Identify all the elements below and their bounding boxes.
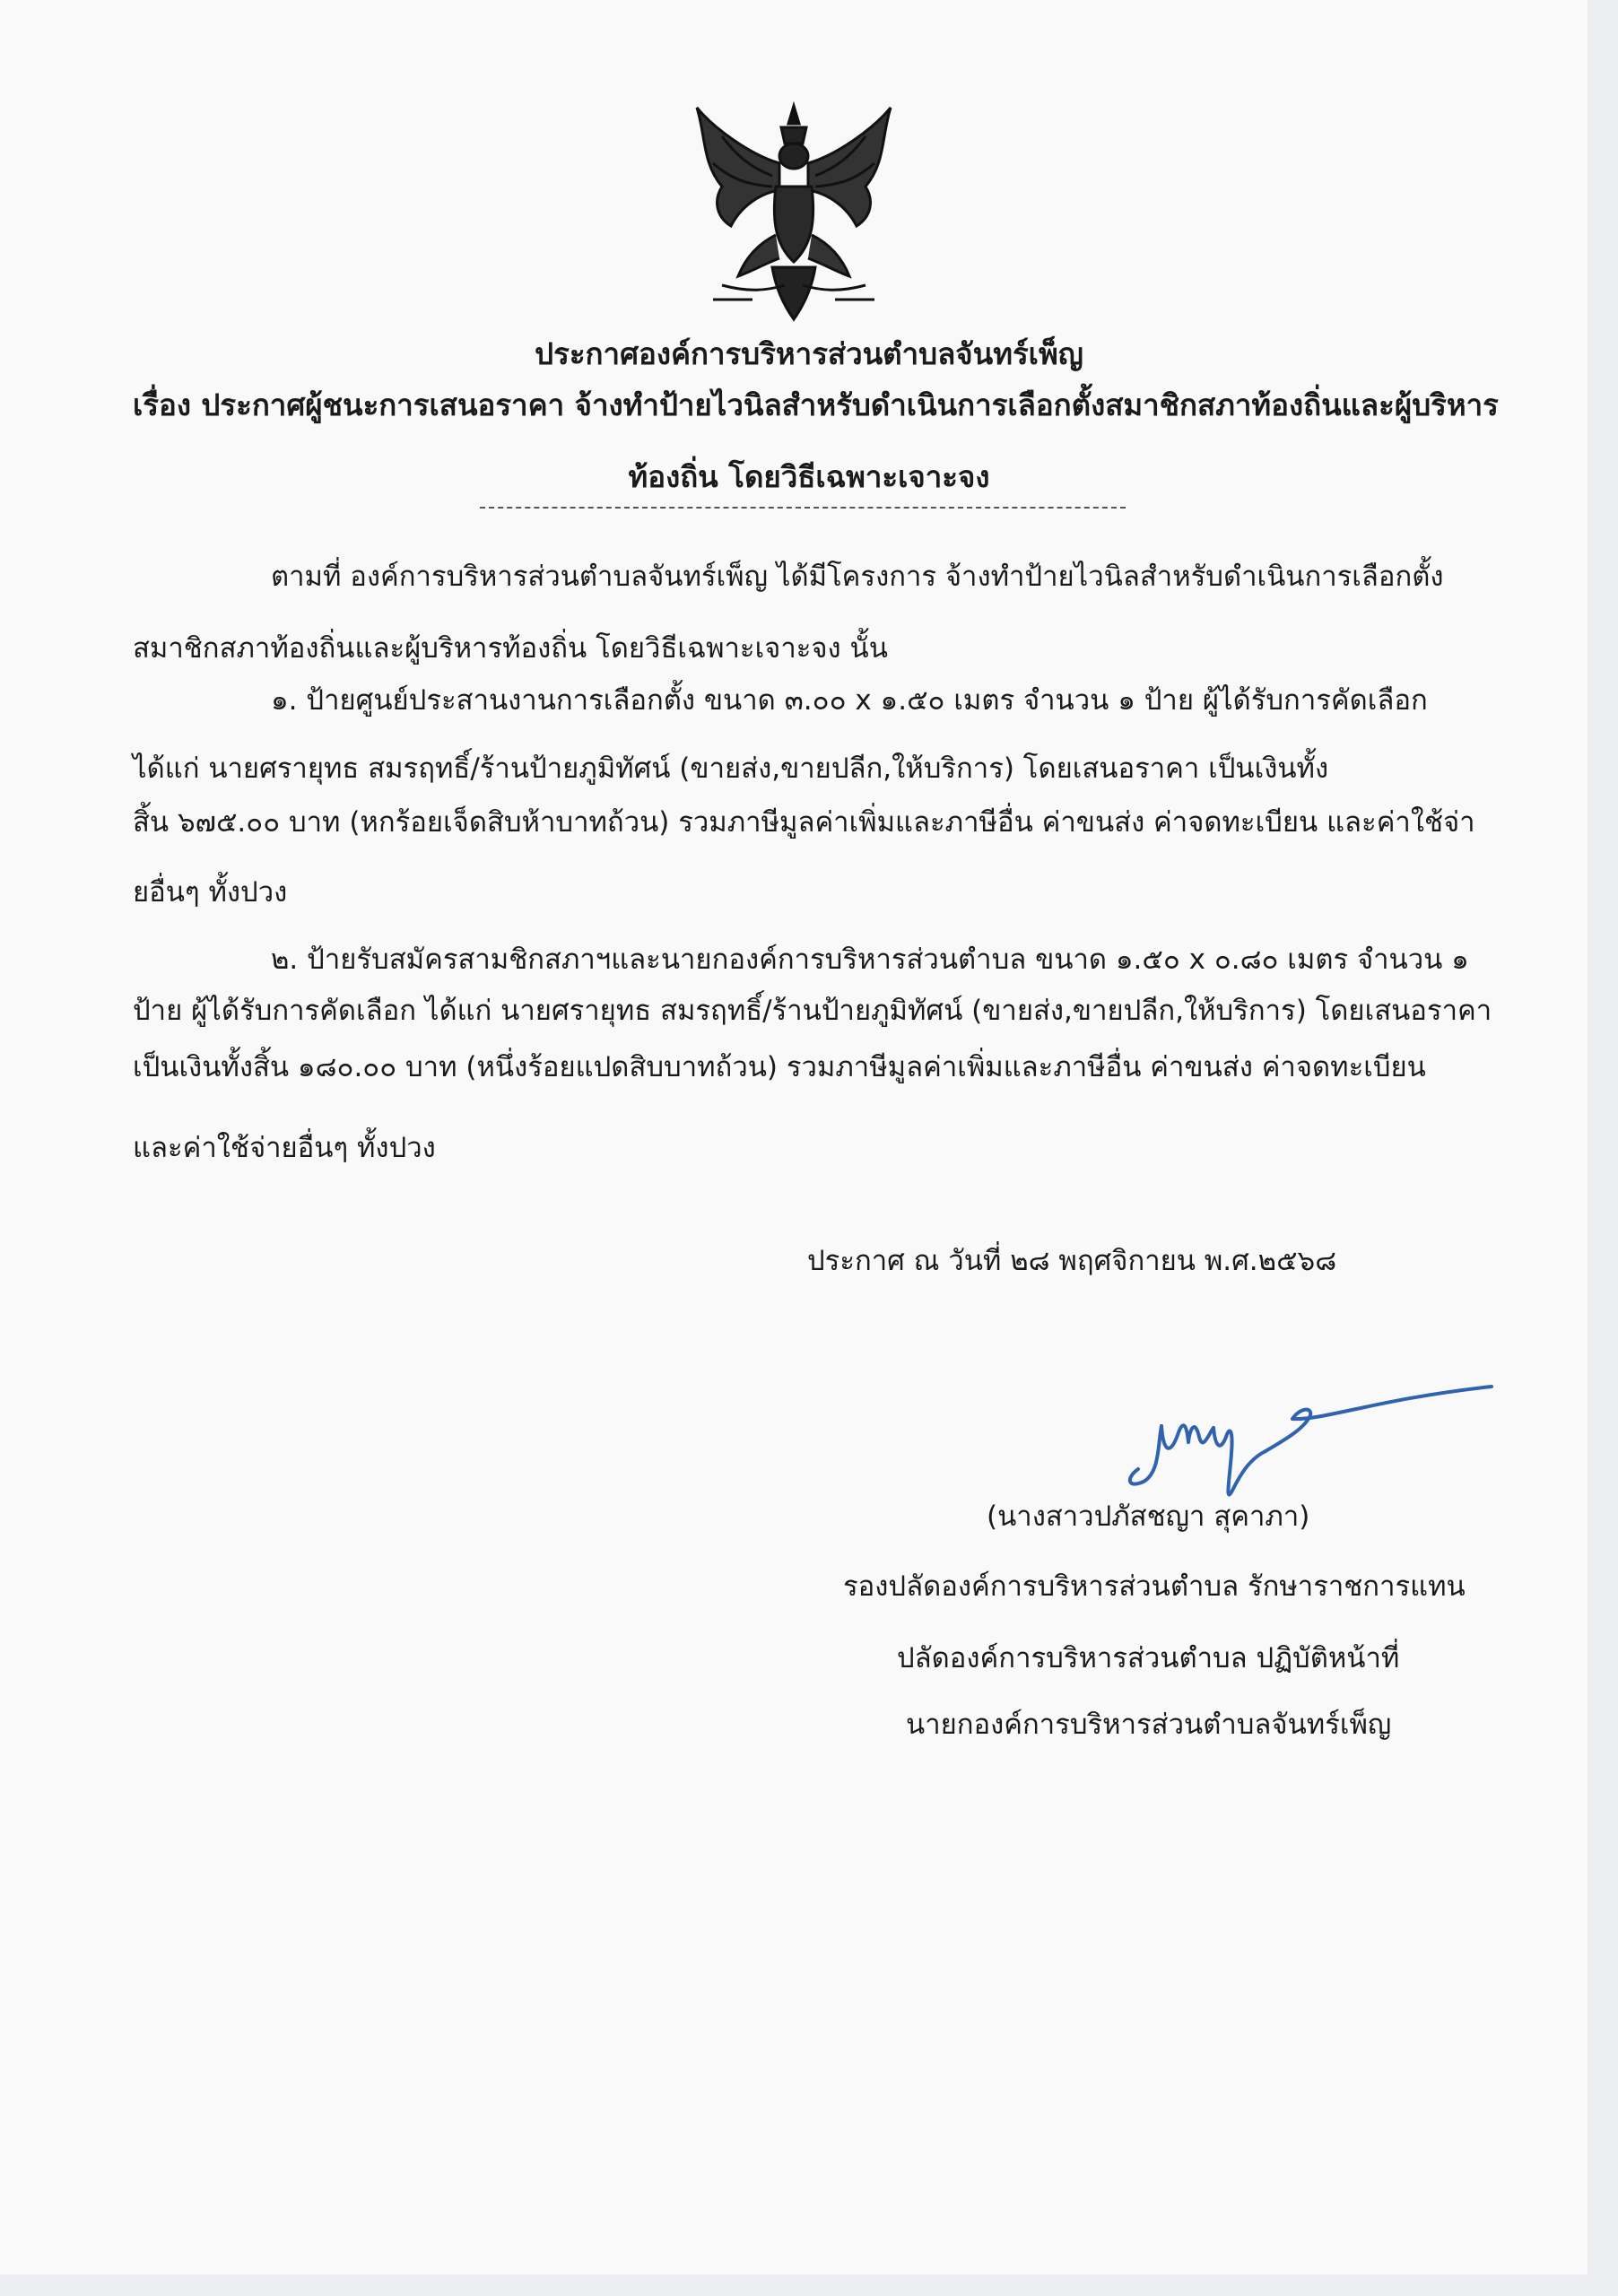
body-line: สิ้น ๖๗๕.๐๐ บาท (หกร้อยเจ็ดสิบห้าบาทถ้วน) รวมภาษีมูลค่าเพิ่มและภาษีอื่น ค่าขนส่ง ค่าจดทะเบียน และค่าใช้จ่า	[133, 806, 1475, 839]
body-line: ยอื่นๆ ทั้งปวง	[133, 876, 288, 909]
announcement-date: ประกาศ ณ วันที่ ๒๘ พฤศจิกายน พ.ศ.๒๕๖๘	[807, 1245, 1337, 1277]
signer-position: ปลัดองค์การบริหารส่วนตำบล ปฏิบัติหน้าที่	[897, 1642, 1400, 1674]
body-line: ๑. ป้ายศูนย์ประสานงานการเลือกตั้ง ขนาด ๓.๐๐ x ๑.๕๐ เมตร จำนวน ๑ ป้าย ผู้ได้รับการคัดเลือก	[271, 684, 1428, 717]
signer-position: นายกองค์การบริหารส่วนตำบลจันทร์เพ็ญ	[906, 1709, 1392, 1741]
body-line: ป้าย ผู้ได้รับการคัดเลือก ได้แก่ นายศรายุทธ สมรฤทธิ์/ร้านป้ายภูมิทัศน์ (ขายส่ง,ขายปลีก,ให้บริการ) โดยเสนอราคา	[133, 995, 1492, 1027]
garuda-emblem-icon	[686, 100, 901, 325]
document-subject-cont: ท้องถิ่น โดยวิธีเฉพาะเจาะจง	[628, 459, 990, 494]
body-line: เป็นเงินทั้งสิ้น ๑๘๐.๐๐ บาท (หนึ่งร้อยแปดสิบบาทถ้วน) รวมภาษีมูลค่าเพิ่มและภาษีอื่น ค่าขนส่ง ค่าจดทะเบียน	[133, 1051, 1426, 1083]
body-line: สมาชิกสภาท้องถิ่นและผู้บริหารท้องถิ่น โดยวิธีเฉพาะเจาะจง นั้น	[133, 632, 888, 665]
body-line: ตามที่ องค์การบริหารส่วนตำบลจันทร์เพ็ญ ได้มีโครงการ จ้างทำป้ายไวนิลสำหรับดำเนินการเลือกตั้ง	[271, 561, 1444, 593]
scan-edge-bottom	[0, 2274, 1618, 2296]
body-line: ได้แก่ นายศรายุทธ สมรฤทธิ์/ร้านป้ายภูมิทัศน์ (ขายส่ง,ขายปลีก,ให้บริการ) โดยเสนอราคา เป็นเงินทั้ง	[133, 752, 1329, 785]
body-line: และค่าใช้จ่ายอื่นๆ ทั้งปวง	[133, 1132, 436, 1164]
divider	[480, 507, 1126, 509]
document-title: ประกาศองค์การบริหารส่วนตำบลจันทร์เพ็ญ	[535, 336, 1083, 371]
signer-position: รองปลัดองค์การบริหารส่วนตำบล รักษาราชการแทน	[843, 1570, 1466, 1603]
signer-name: (นางสาวปภัสชญา สุคาภา)	[987, 1500, 1310, 1533]
body-line: ๒. ป้ายรับสมัครสามชิกสภาฯและนายกองค์การบริหารส่วนตำบล ขนาด ๑.๕๐ x ๐.๘๐ เมตร จำนวน ๑	[271, 944, 1469, 976]
document-subject: เรื่อง ประกาศผู้ชนะการเสนอราคา จ้างทำป้ายไวนิลสำหรับดำเนินการเลือกตั้งสมาชิกสภาท้องถิ่นและผู้บริหาร	[133, 387, 1499, 422]
signature	[1108, 1372, 1493, 1507]
